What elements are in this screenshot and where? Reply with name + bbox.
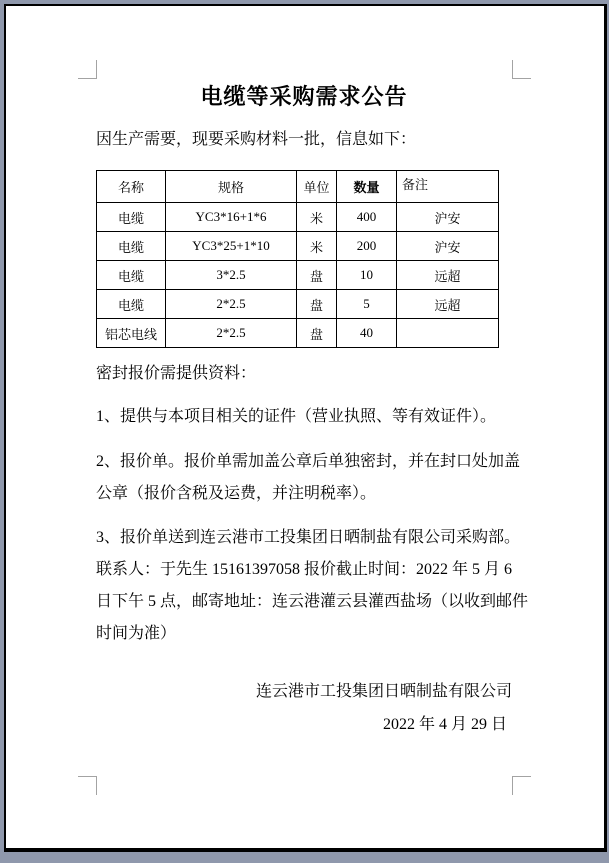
- requirement-line: 1、提供与本项目相关的证件（营业执照、等有效证件）。: [96, 408, 497, 425]
- seal-requirements-heading: 密封报价需提供资料：: [96, 365, 257, 382]
- cell-unit: 米: [297, 203, 337, 232]
- requirement-line: 日下午 5 点，邮寄地址：连云港灌云县灌西盐场（以收到邮件: [96, 593, 529, 610]
- cell-unit: 盘: [297, 261, 337, 290]
- requirement-line: 3、报价单送到连云港市工投集团日晒制盐有限公司采购部。: [96, 529, 521, 546]
- cell-name: 电缆: [97, 203, 166, 232]
- column-header-name: 名称: [97, 171, 166, 203]
- cell-unit: 盘: [297, 290, 337, 319]
- cell-spec: YC3*25+1*10: [166, 232, 297, 261]
- table-row: [97, 203, 499, 232]
- cell-remark: 沪安: [397, 232, 499, 261]
- intro-paragraph: 因生产需要，现要采购材料一批，信息如下：: [96, 131, 417, 148]
- cell-qty: 5: [337, 290, 397, 319]
- signature-date: 2022 年 4 月 29 日: [382, 716, 507, 733]
- cell-name: 电缆: [97, 261, 166, 290]
- text-boundary-mark-top-right: [512, 60, 531, 79]
- cell-remark: 远超: [397, 290, 499, 319]
- requirement-line: 2、报价单。报价单需加盖公章后单独密封，并在封口处加盖: [96, 453, 521, 470]
- table-row: [97, 232, 499, 261]
- cell-spec: YC3*16+1*6: [166, 203, 297, 232]
- text-boundary-mark-top-left: [78, 60, 97, 79]
- cell-name: 铝芯电线: [97, 319, 166, 348]
- cell-qty: 40: [337, 319, 397, 348]
- requirement-item-2: [96, 446, 521, 510]
- column-header-spec: 规格: [166, 171, 297, 203]
- requirement-item-1: [96, 401, 512, 433]
- table-header-row: [97, 171, 499, 203]
- cell-remark: 远超: [397, 261, 499, 290]
- cell-qty: 200: [337, 232, 397, 261]
- table-row: [97, 319, 499, 348]
- requirement-item-3: [96, 522, 529, 650]
- cell-unit: 米: [297, 232, 337, 261]
- text-boundary-mark-bottom-left: [78, 776, 97, 795]
- table-row: [97, 261, 499, 290]
- cell-name: 电缆: [97, 290, 166, 319]
- cell-unit: 盘: [297, 319, 337, 348]
- column-header-unit: 单位: [297, 171, 337, 203]
- cell-remark: 沪安: [397, 203, 499, 232]
- cell-spec: 2*2.5: [166, 319, 297, 348]
- document-title: 电缆等采购需求公告: [200, 84, 408, 109]
- cell-name: 电缆: [97, 232, 166, 261]
- cell-spec: 2*2.5: [166, 290, 297, 319]
- column-header-qty: 数量: [337, 171, 397, 203]
- requirement-line: 时间为准）: [96, 625, 177, 642]
- purchase-items-table: [96, 170, 499, 348]
- cell-remark: [397, 319, 499, 348]
- signature-company-name: 连云港市工投集团日晒制盐有限公司: [255, 683, 512, 700]
- requirement-line: 联系人：于先生 15161397058 报价截止时间：2022 年 5 月 6: [96, 561, 513, 578]
- cell-qty: 10: [337, 261, 397, 290]
- table-row: [97, 290, 499, 319]
- column-header-remark: 备注: [397, 171, 499, 203]
- cell-qty: 400: [337, 203, 397, 232]
- requirement-line: 公章（报价含税及运费，并注明税率）。: [96, 485, 377, 502]
- document-page: [4, 4, 607, 852]
- cell-spec: 3*2.5: [166, 261, 297, 290]
- text-boundary-mark-bottom-right: [512, 776, 531, 795]
